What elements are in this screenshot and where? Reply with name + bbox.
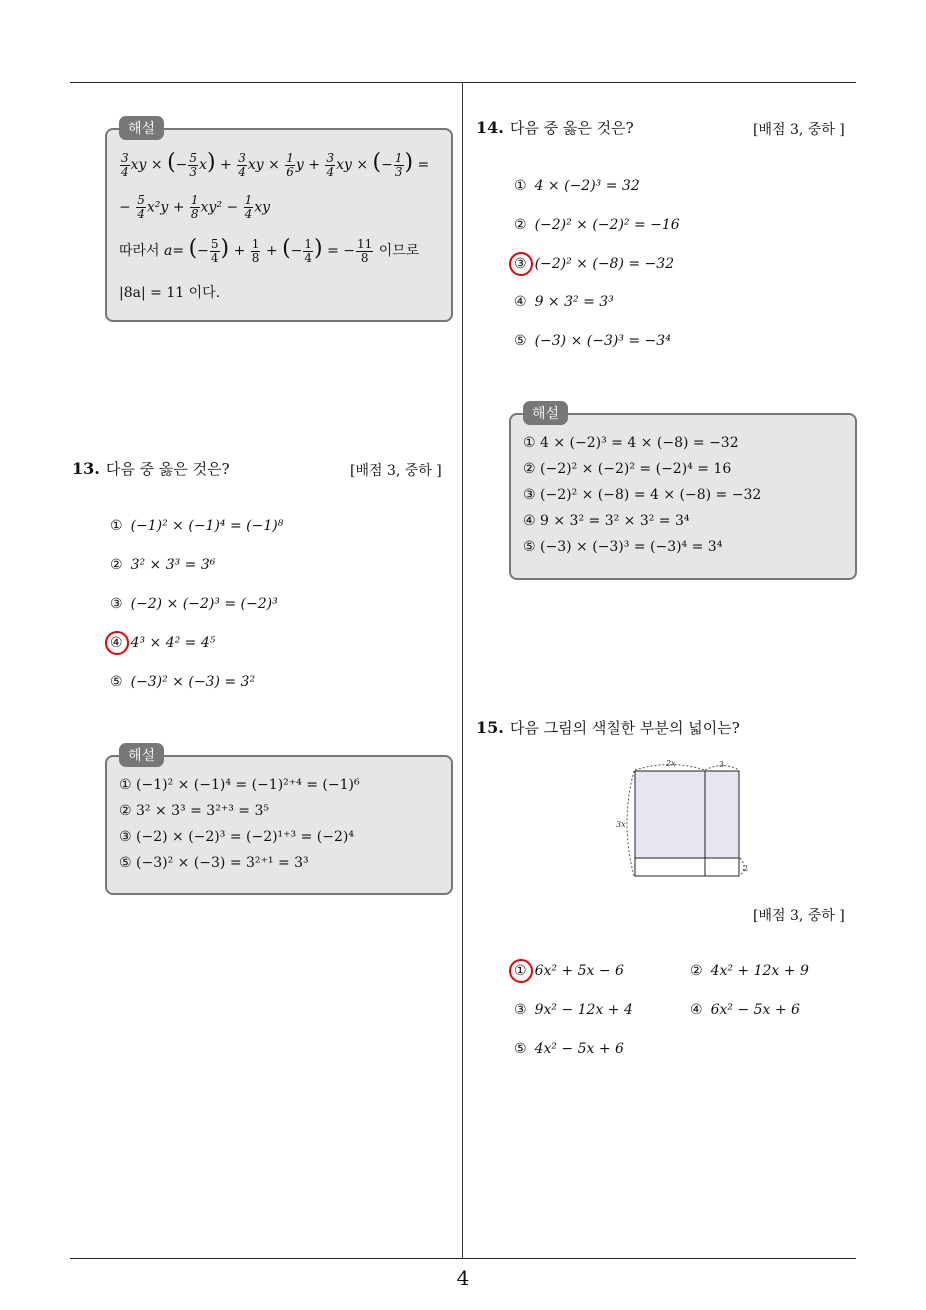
- q13-solution-line-2: ② 3² × 3³ = 3²⁺³ = 3⁵: [119, 803, 269, 819]
- q14-solution-line-5: ⑤ (−3) × (−3)³ = (−3)⁴ = 3⁴: [523, 539, 723, 555]
- q13-option-1[interactable]: ① (−1)² × (−1)⁴ = (−1)⁸: [110, 518, 284, 534]
- bottom-rule: [70, 1258, 856, 1259]
- q13-solution-box: [105, 748, 453, 895]
- q12-solution-box: [105, 121, 453, 322]
- q13-solution-line-3: ③ (−2) × (−2)³ = (−2)¹⁺³ = (−2)⁴: [119, 829, 354, 845]
- q15-option-2[interactable]: ② 4x² + 12x + 9: [690, 963, 809, 979]
- q14-heading: [476, 117, 634, 138]
- q14-solution-box: [509, 406, 857, 580]
- q14-solution-line-3: ③ (−2)² × (−8) = 4 × (−8) = −32: [523, 487, 762, 503]
- q13-heading: [72, 458, 230, 479]
- q14-option-1[interactable]: ① 4 × (−2)³ = 32: [514, 178, 640, 194]
- q13-solution-line-4: ⑤ (−3)² × (−3) = 3²⁺¹ = 3³: [119, 855, 309, 871]
- q12-solution-line-3: 따라서 a= (− $\frac{5}{4}$ ) + $\frac{1}{8}$ + (− $\frac{1}{4}$ ) = − $\frac{11}{8}$ 이므로: [119, 236, 420, 265]
- solution-tag: 해설: [119, 743, 164, 767]
- q15-answer-mark: [509, 959, 533, 983]
- q13-option-5[interactable]: ⑤ (−3)² × (−3) = 3²: [110, 674, 256, 690]
- page-number: 4: [456, 1266, 470, 1290]
- q14-solution-line-2: ② (−2)² × (−2)² = (−2)⁴ = 16: [523, 461, 732, 477]
- q12-solution-line-4: |8a| = 11 이다.: [119, 285, 221, 301]
- q15-number: 15.: [476, 718, 504, 737]
- q15-label-top-right: 3: [719, 760, 725, 769]
- q14-option-2[interactable]: ② (−2)² × (−2)² = −16: [514, 217, 680, 233]
- q13-option-3[interactable]: ③ (−2) × (−2)³ = (−2)³: [110, 596, 278, 612]
- q12-solution-line-2: − $\frac{5}{4}$ x²y + $\frac{1}{8}$ xy² − $\frac{1}{4}$ xy: [119, 193, 271, 221]
- q14-question: 다음 중 옳은 것은?: [509, 119, 634, 137]
- q13-solution-line-1: ① (−1)² × (−1)⁴ = (−1)²⁺⁴ = (−1)⁶: [119, 777, 360, 793]
- q14-option-5[interactable]: ⑤ (−3) × (−3)³ = −3⁴: [514, 333, 671, 349]
- q13-option-4[interactable]: ④ 4³ × 4² = 4⁵: [110, 635, 216, 651]
- q14-option-3[interactable]: ③ (−2)² × (−8) = −32: [514, 256, 675, 272]
- q14-option-4[interactable]: ④ 9 × 3² = 3³: [514, 294, 614, 310]
- q15-question: 다음 그림의 색칠한 부분의 넓이는?: [509, 719, 740, 737]
- q15-label-left: 3x: [616, 820, 626, 829]
- q14-solution-line-4: ④ 9 × 3² = 3² × 3² = 3⁴: [523, 513, 690, 529]
- q15-meta: [배점 3, 중하 ]: [753, 908, 845, 924]
- q13-question: 다음 중 옳은 것은?: [105, 460, 230, 478]
- q15-dim-left: [627, 771, 634, 876]
- q14-meta: [배점 3, 중하 ]: [753, 122, 845, 138]
- q13-option-2[interactable]: ② 3² × 3³ = 3⁶: [110, 557, 216, 573]
- q15-shaded-region: [635, 771, 739, 858]
- q14-number: 14.: [476, 118, 504, 137]
- q13-meta: [배점 3, 중하 ]: [350, 463, 442, 479]
- q14-answer-mark: [509, 252, 533, 276]
- q12-solution-line-1: $\frac{3}{4}$ xy × (− $\frac{5}{3}$ x) + $\frac{3}{4}$ xy × $\frac{1}{6}$ y + $\frac{3}{4}$ xy × (− $\frac{1}{3}$ ) =: [121, 150, 430, 179]
- q15-label-right: 2: [743, 864, 749, 873]
- q15-heading: [476, 717, 740, 738]
- q13-number: 13.: [72, 459, 100, 478]
- solution-tag: 해설: [523, 401, 568, 425]
- q15-option-4[interactable]: ④ 6x² − 5x + 6: [690, 1002, 800, 1018]
- top-rule: [70, 82, 856, 83]
- q14-solution-line-1: ① 4 × (−2)³ = 4 × (−8) = −32: [523, 435, 739, 451]
- column-divider: [462, 82, 463, 1258]
- q15-label-top-left: 2x: [666, 759, 676, 768]
- solution-tag: 해설: [119, 116, 164, 140]
- q15-option-5[interactable]: ⑤ 4x² − 5x + 6: [514, 1041, 624, 1057]
- q13-answer-mark: [105, 631, 129, 655]
- q15-option-3[interactable]: ③ 9x² − 12x + 4: [514, 1002, 633, 1018]
- q15-figure: [612, 757, 762, 882]
- q15-option-1[interactable]: ① 6x² + 5x − 6: [514, 963, 624, 979]
